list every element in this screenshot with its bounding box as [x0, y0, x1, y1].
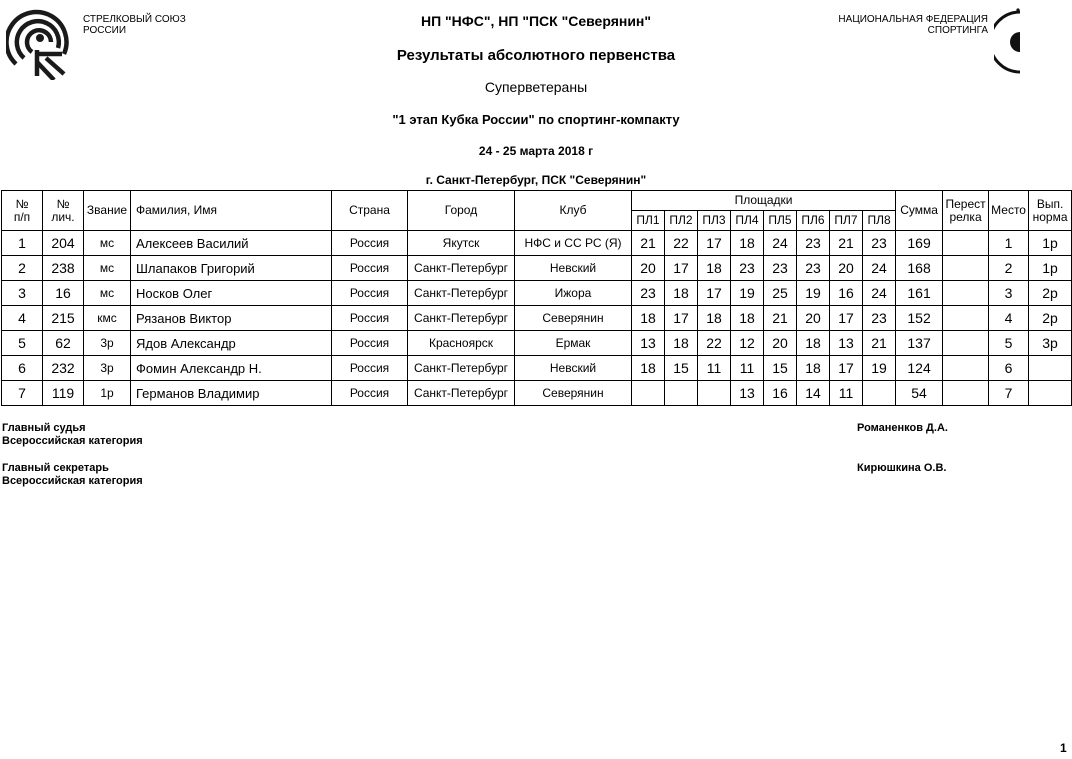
cell-place: 1: [989, 231, 1029, 256]
cell-stand-8: 19: [863, 356, 896, 381]
col-header-num-line1: №: [15, 196, 29, 211]
cell-stand-4: 18: [731, 306, 764, 331]
report-title: Результаты абсолютного первенства: [396, 47, 676, 64]
cell-num: 5: [2, 331, 43, 356]
cell-norm: [1029, 356, 1072, 381]
cell-country: Россия: [332, 381, 408, 406]
cell-city: Красноярск: [408, 331, 515, 356]
cell-norm: 3р: [1029, 331, 1072, 356]
cell-stand-3: 18: [698, 256, 731, 281]
cell-rank: 1р: [84, 381, 131, 406]
col-header-stand-8: ПЛ8: [863, 211, 896, 231]
col-header-stand-6: ПЛ6: [797, 211, 830, 231]
cell-stand-7: 17: [830, 306, 863, 331]
org-left-line1: СТРЕЛКОВЫЙ СОЮЗ: [83, 14, 186, 25]
cell-country: Россия: [332, 356, 408, 381]
cell-name: Рязанов Виктор: [131, 306, 332, 331]
cell-stand-3: 17: [698, 231, 731, 256]
cell-stand-8: [863, 381, 896, 406]
cell-sum: 161: [896, 281, 943, 306]
cell-city: Санкт-Петербург: [408, 306, 515, 331]
cell-stand-2: 18: [665, 331, 698, 356]
cell-place: 2: [989, 256, 1029, 281]
cell-club: Ижора: [515, 281, 632, 306]
cell-city: Якутск: [408, 231, 515, 256]
cell-sum: 168: [896, 256, 943, 281]
event-dates: 24 - 25 марта 2018 г: [478, 144, 594, 158]
col-header-shootoff-line1: Перест: [945, 196, 986, 211]
cell-rank: 3р: [84, 356, 131, 381]
chief-secretary-block: [2, 462, 143, 488]
col-header-stand-1: ПЛ1: [632, 211, 665, 231]
cell-name: Носков Олег: [131, 281, 332, 306]
cell-stand-8: 24: [863, 256, 896, 281]
col-header-norm: [1029, 191, 1072, 231]
cell-license: 215: [43, 306, 84, 331]
cell-stand-8: 23: [863, 231, 896, 256]
org-right-line2: СПОРТИНГА: [927, 25, 988, 36]
cell-country: Россия: [332, 231, 408, 256]
cell-stand-7: 20: [830, 256, 863, 281]
cell-stand-8: 24: [863, 281, 896, 306]
chief-secretary-title: Главный секретарь: [2, 462, 109, 474]
cell-stand-1: 23: [632, 281, 665, 306]
cell-stand-8: 21: [863, 331, 896, 356]
cell-stand-3: 17: [698, 281, 731, 306]
cell-stand-6: 18: [797, 331, 830, 356]
col-header-shootoff-line2: релка: [949, 209, 982, 224]
cell-name: Алексеев Василий: [131, 231, 332, 256]
cell-club: Ермак: [515, 331, 632, 356]
col-header-license: [43, 191, 84, 231]
col-header-num: [2, 191, 43, 231]
cell-sum: 152: [896, 306, 943, 331]
chief-judge-category: Всероссийская категория: [2, 435, 143, 447]
cell-stand-5: 25: [764, 281, 797, 306]
cell-city: Санкт-Петербург: [408, 256, 515, 281]
cell-stand-5: 15: [764, 356, 797, 381]
cell-stand-2: 17: [665, 256, 698, 281]
table-row: [2, 281, 1072, 306]
col-header-num-line2: п/п: [13, 209, 31, 224]
col-header-place: Место: [989, 191, 1029, 231]
cell-shootoff: [943, 331, 989, 356]
cell-stand-7: 21: [830, 231, 863, 256]
col-header-club: Клуб: [515, 191, 632, 231]
cell-stand-3: 18: [698, 306, 731, 331]
cell-city: Санкт-Петербург: [408, 281, 515, 306]
col-header-shootoff: [943, 191, 989, 231]
col-header-license-line2: лич.: [51, 209, 75, 224]
event-title: "1 этап Кубка России" по спортинг-компакту: [392, 112, 680, 127]
cell-place: 4: [989, 306, 1029, 331]
cell-place: 7: [989, 381, 1029, 406]
cell-sum: 137: [896, 331, 943, 356]
results-table-body: [2, 231, 1072, 406]
cell-shootoff: [943, 306, 989, 331]
org-right-line1: НАЦИОНАЛЬНАЯ ФЕДЕРАЦИЯ: [838, 14, 988, 25]
table-row: [2, 231, 1072, 256]
organizers-title: НП "НФС", НП "ПСК "Северянин": [420, 13, 652, 29]
cell-stand-1: [632, 381, 665, 406]
table-row: [2, 256, 1072, 281]
table-row: [2, 331, 1072, 356]
cell-norm: 1р: [1029, 231, 1072, 256]
cell-place: 5: [989, 331, 1029, 356]
cell-club: Невский: [515, 356, 632, 381]
col-header-norm-line1: Вып.: [1036, 196, 1064, 211]
cell-name: Шлапаков Григорий: [131, 256, 332, 281]
cell-stand-8: 23: [863, 306, 896, 331]
cell-city: Санкт-Петербург: [408, 381, 515, 406]
cell-country: Россия: [332, 306, 408, 331]
cell-stand-1: 21: [632, 231, 665, 256]
cell-stand-2: 18: [665, 281, 698, 306]
cell-stand-4: 13: [731, 381, 764, 406]
cell-club: НФС и СС РС (Я): [515, 231, 632, 256]
col-header-rank: Звание: [84, 191, 131, 231]
cell-country: Россия: [332, 281, 408, 306]
org-left-line2: РОССИИ: [83, 25, 127, 36]
table-row: [2, 356, 1072, 381]
chief-judge-name: Романенков Д.А.: [857, 422, 948, 434]
cell-shootoff: [943, 356, 989, 381]
cell-country: Россия: [332, 256, 408, 281]
cell-stand-6: 20: [797, 306, 830, 331]
cell-stand-4: 11: [731, 356, 764, 381]
cell-stand-7: 17: [830, 356, 863, 381]
cell-stand-5: 16: [764, 381, 797, 406]
cell-stand-2: [665, 381, 698, 406]
col-header-stand-3: ПЛ3: [698, 211, 731, 231]
cell-stand-6: 19: [797, 281, 830, 306]
cell-license: 119: [43, 381, 84, 406]
cell-stand-5: 20: [764, 331, 797, 356]
cell-stand-4: 12: [731, 331, 764, 356]
cell-shootoff: [943, 231, 989, 256]
cell-name: Фомин Александр Н.: [131, 356, 332, 381]
col-header-sum: Сумма: [896, 191, 943, 231]
cell-num: 6: [2, 356, 43, 381]
col-header-stand-7: ПЛ7: [830, 211, 863, 231]
col-header-stand-2: ПЛ2: [665, 211, 698, 231]
cell-rank: мс: [84, 231, 131, 256]
cell-license: 16: [43, 281, 84, 306]
cell-stand-4: 23: [731, 256, 764, 281]
cell-stand-5: 24: [764, 231, 797, 256]
cell-shootoff: [943, 381, 989, 406]
cell-stand-6: 18: [797, 356, 830, 381]
cell-club: Северянин: [515, 381, 632, 406]
cell-stand-7: 11: [830, 381, 863, 406]
cell-sum: 124: [896, 356, 943, 381]
cell-shootoff: [943, 256, 989, 281]
cell-country: Россия: [332, 331, 408, 356]
table-row: [2, 381, 1072, 406]
chief-judge-title: Главный судья: [2, 422, 86, 434]
cell-stand-2: 17: [665, 306, 698, 331]
col-header-name: Фамилия, Имя: [131, 191, 332, 231]
col-header-license-line1: №: [56, 196, 70, 211]
page-number: 1: [1060, 741, 1067, 755]
cell-name: Ядов Александр: [131, 331, 332, 356]
cell-stand-3: 11: [698, 356, 731, 381]
col-header-stands-group: Площадки: [632, 191, 896, 211]
cell-stand-2: 22: [665, 231, 698, 256]
cell-license: 204: [43, 231, 84, 256]
cell-stand-2: 15: [665, 356, 698, 381]
cell-rank: кмс: [84, 306, 131, 331]
col-header-stand-5: ПЛ5: [764, 211, 797, 231]
cell-stand-3: 22: [698, 331, 731, 356]
cell-rank: 3р: [84, 331, 131, 356]
category-title: Суперветераны: [484, 79, 588, 95]
cell-stand-4: 18: [731, 231, 764, 256]
cell-name: Германов Владимир: [131, 381, 332, 406]
col-header-stand-4: ПЛ4: [731, 211, 764, 231]
results-table: [1, 190, 1072, 406]
event-venue: г. Санкт-Петербург, ПСК "Северянин": [425, 173, 647, 187]
cell-stand-3: [698, 381, 731, 406]
col-header-norm-line2: норма: [1032, 209, 1068, 224]
cell-stand-5: 23: [764, 256, 797, 281]
cell-shootoff: [943, 281, 989, 306]
cell-club: Невский: [515, 256, 632, 281]
cell-num: 4: [2, 306, 43, 331]
chief-secretary-category: Всероссийская категория: [2, 475, 143, 487]
cell-stand-1: 20: [632, 256, 665, 281]
cell-rank: мс: [84, 281, 131, 306]
cell-place: 3: [989, 281, 1029, 306]
cell-stand-6: 23: [797, 231, 830, 256]
cell-license: 62: [43, 331, 84, 356]
cell-stand-1: 18: [632, 306, 665, 331]
cell-stand-1: 13: [632, 331, 665, 356]
cell-num: 2: [2, 256, 43, 281]
cell-sum: 54: [896, 381, 943, 406]
cell-stand-6: 23: [797, 256, 830, 281]
cell-license: 238: [43, 256, 84, 281]
cell-norm: 2р: [1029, 306, 1072, 331]
cell-num: 3: [2, 281, 43, 306]
cell-club: Северянин: [515, 306, 632, 331]
cell-norm: 2р: [1029, 281, 1072, 306]
cell-rank: мс: [84, 256, 131, 281]
cell-norm: [1029, 381, 1072, 406]
col-header-city: Город: [408, 191, 515, 231]
table-row: [2, 306, 1072, 331]
cell-num: 1: [2, 231, 43, 256]
cell-place: 6: [989, 356, 1029, 381]
cell-stand-6: 14: [797, 381, 830, 406]
chief-judge-block: [2, 422, 143, 448]
cell-stand-4: 19: [731, 281, 764, 306]
chief-secretary-name: Кирюшкина О.В.: [857, 462, 947, 474]
cell-city: Санкт-Петербург: [408, 356, 515, 381]
cell-stand-7: 13: [830, 331, 863, 356]
cell-license: 232: [43, 356, 84, 381]
cell-norm: 1р: [1029, 256, 1072, 281]
cell-stand-5: 21: [764, 306, 797, 331]
cell-sum: 169: [896, 231, 943, 256]
cell-stand-1: 18: [632, 356, 665, 381]
col-header-country: Страна: [332, 191, 408, 231]
cell-stand-7: 16: [830, 281, 863, 306]
cell-num: 7: [2, 381, 43, 406]
